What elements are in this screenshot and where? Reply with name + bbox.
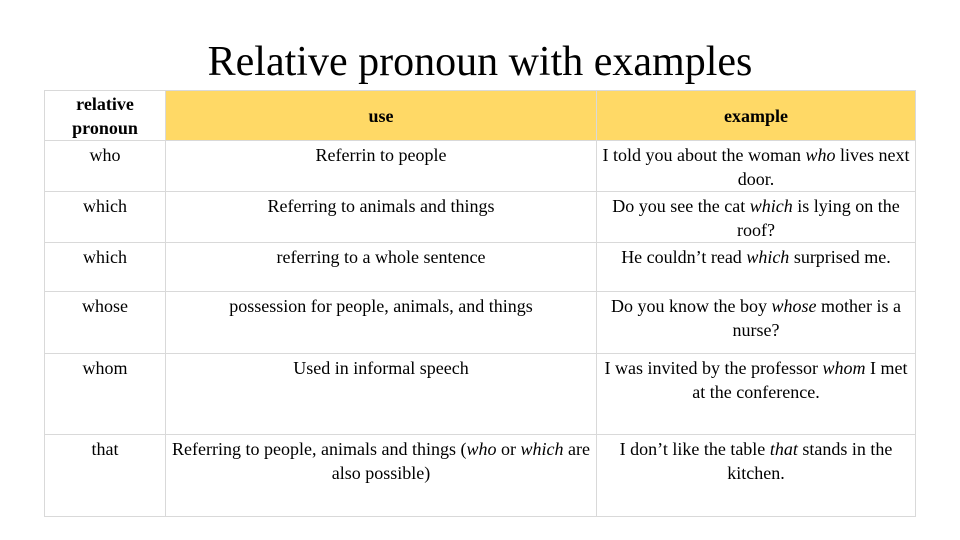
- use-cell: Referring to animals and things: [166, 192, 597, 243]
- header-row: [45, 91, 916, 141]
- example-cell: I don’t like the table that stands in the kitchen.: [597, 435, 916, 517]
- table-row: [45, 243, 916, 292]
- table-row: [45, 292, 916, 354]
- use-cell: referring to a whole sentence: [166, 243, 597, 292]
- italic-pronoun: whose: [771, 296, 817, 316]
- example-cell: Do you know the boy whose mother is a nurse?: [597, 292, 916, 354]
- table-row: [45, 435, 916, 517]
- example-cell: I was invited by the professor whom I met at the conference.: [597, 354, 916, 435]
- use-cell: Referrin to people: [166, 141, 597, 192]
- italic-pronoun: who: [466, 439, 497, 459]
- pronoun-cell: that: [45, 435, 166, 517]
- use-cell: possession for people, animals, and things: [166, 292, 597, 354]
- pronoun-cell: whom: [45, 354, 166, 435]
- italic-pronoun: whom: [822, 358, 866, 378]
- italic-pronoun: who: [805, 145, 836, 165]
- table-row: [45, 141, 916, 192]
- header-pronoun: relative pronoun: [45, 91, 166, 141]
- use-cell: Used in informal speech: [166, 354, 597, 435]
- italic-pronoun: which: [746, 247, 790, 267]
- pronoun-cell: which: [45, 243, 166, 292]
- pronoun-cell: which: [45, 192, 166, 243]
- italic-pronoun: that: [769, 439, 798, 459]
- example-cell: He couldn’t read which surprised me.: [597, 243, 916, 292]
- table-row: [45, 192, 916, 243]
- table-row: [45, 354, 916, 435]
- pronoun-cell: who: [45, 141, 166, 192]
- use-cell: Referring to people, animals and things (who or which are also possible): [166, 435, 597, 517]
- pronoun-cell: whose: [45, 292, 166, 354]
- example-cell: I told you about the woman who lives next door.: [597, 141, 916, 192]
- italic-pronoun: which: [520, 439, 564, 459]
- header-use: use: [166, 91, 597, 141]
- example-cell: Do you see the cat which is lying on the roof?: [597, 192, 916, 243]
- page-title: Relative pronoun with examples: [207, 39, 753, 85]
- relative-pronoun-table: [44, 90, 916, 517]
- italic-pronoun: which: [749, 196, 793, 216]
- header-example: example: [597, 91, 916, 141]
